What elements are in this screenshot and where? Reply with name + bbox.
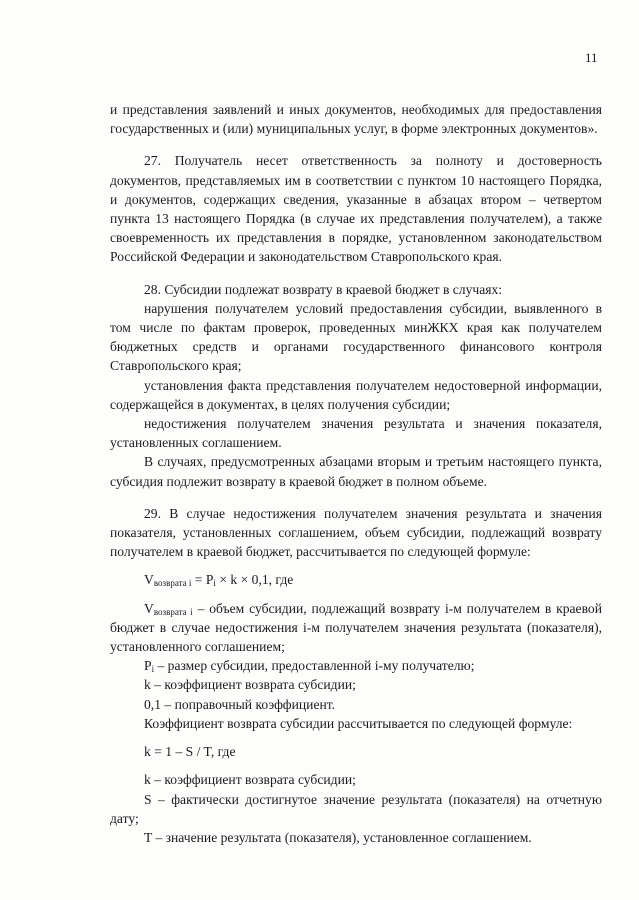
formula-return-coefficient: k = 1 – S / T, где [144,744,236,760]
paragraph: нарушения получателем условий предоставления субсидии, выявленного в том числе по фактам проверок, проведенных минЖКХ края как получателем бюджетных средств и органами государственного финансового контроля Ставропольского края; [110,300,602,374]
def-v-text: – объем субсидии, подлежащий возврату i-м получателем в краевой бюджет в случае недостижения i-м получателем значения результата (показателя), установленного соглашением; [110,600,602,655]
paragraph: и представления заявлений и иных документов, необходимых для предоставления государственных и (или) муниципальных услуг, в форме электронных документов». [110,102,602,137]
paragraph-28: 28. Субсидии подлежат возврату в краевой бюджет в случаях: [144,281,503,297]
definition-v [110,599,602,657]
formula-return-volume [110,570,602,589]
definition-correction: 0,1 – поправочный коэффициент. [144,696,336,712]
def-v-symbol: V [144,600,154,616]
document-body [110,100,602,847]
def-p-symbol: P [144,658,152,674]
paragraph-29: 29. В случае недостижения получателем значения результата и значения показателя, установленных соглашением, объем субсидии, подлежащий возврату получателем в краевой бюджет, рассчитывается по следующей формуле: [110,505,602,560]
definition-t: T – значение результата (показателя), установленное соглашением. [144,829,532,845]
paragraph: Коэффициент возврата субсидии рассчитывается по следующей формуле: [144,715,573,731]
formula-v-symbol: V [144,572,154,588]
paragraph: недостижения получателем значения результата и значения показателя, установленных соглашением. [110,416,602,451]
paragraph: установления факта представления получателем недостоверной информации, содержащейся в документах, в целях получения субсидии; [110,377,602,412]
page-number: 11 [585,50,598,65]
formula-v-subscript: возврата i [153,578,192,589]
formula-p-subscript: i [213,578,216,589]
paragraph: В случаях, предусмотренных абзацами вторым и третьим настоящего пункта, субсидия подлежит возврату в краевой бюджет в полном объеме. [110,454,602,489]
def-p-subscript: i [151,664,155,675]
formula-eq-right: × k × 0,1, где [215,572,294,588]
def-p-text: – размер субсидии, предоставленной i-му получателю; [154,658,475,674]
definition-p [110,656,602,675]
paragraph-27: 27. Получатель несет ответственность за полноту и достоверность документов, представляемых им в соответствии с пунктом 10 настоящего Порядка, и документов, содержащих сведения, указанные в абзацах втором – четвертом пункта 13 настоящего Порядка (в случае их представления получателем), а также своевременность их представления в порядке, установленном законодательством Российской Федерации и законодательством Ставропольского края. [110,153,602,265]
definition-k-2: k – коэффициент возврата субсидии; [144,772,356,788]
definition-k: k – коэффициент возврата субсидии; [144,677,356,693]
def-v-subscript: возврата i [153,606,193,617]
formula-eq-left: = P [191,572,214,588]
definition-s: S – фактически достигнутое значение результата (показателя) на отчетную дату; [110,791,602,826]
